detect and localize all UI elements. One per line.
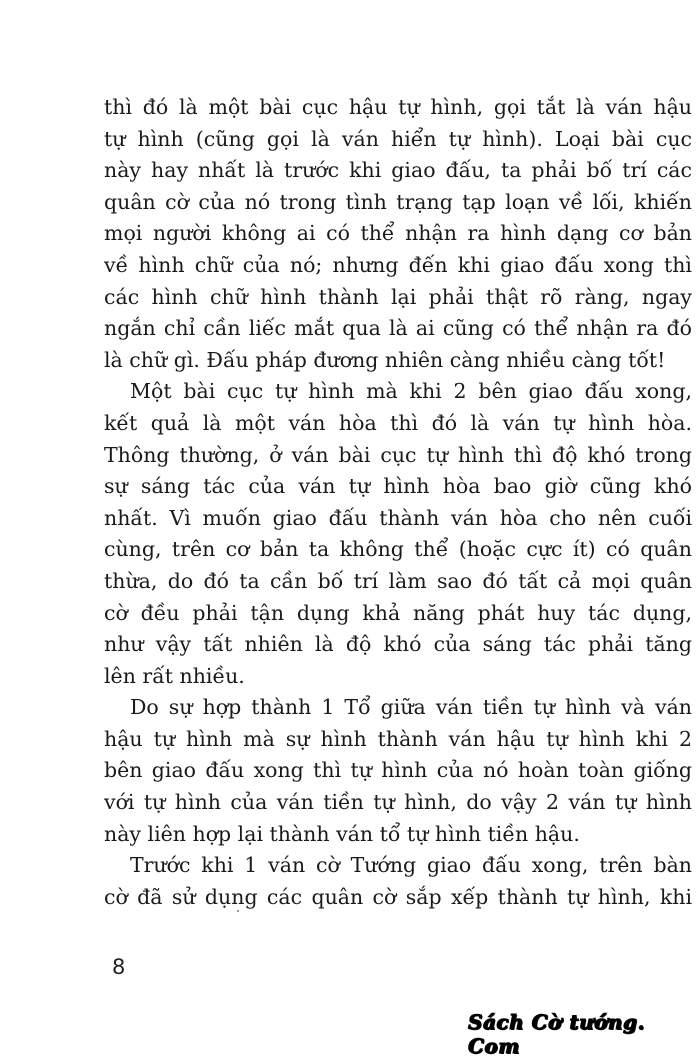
text-line: Trước khi 1 ván cờ Tướng giao đấu xong, trên bàn — [130, 853, 692, 878]
paragraph — [104, 376, 692, 692]
text-line: này hay nhất là trước khi giao đấu, ta phải bố trí các — [104, 158, 692, 183]
watermark-part-co-tuong: Cờ tướng — [531, 1010, 638, 1034]
watermark-logo — [468, 1010, 700, 1058]
text-line: như vậy tất nhiên là độ khó của sáng tác phải tăng — [104, 632, 692, 657]
text-line: bên giao đấu xong thì tự hình của nó hoàn toàn giống — [104, 758, 692, 783]
text-line: Một bài cục tự hình mà khi 2 bên giao đấu xong, — [130, 379, 692, 404]
text-line: kết quả là một ván hòa thì đó là ván tự hình hòa. — [104, 410, 692, 435]
text-line: sự sáng tác của ván tự hình hòa bao giờ cũng khó — [104, 474, 692, 499]
paragraph — [104, 92, 692, 376]
text-line: ngắn chỉ cần liếc mắt qua là ai cũng có thể nhận ra đó — [104, 316, 692, 341]
text-line: về hình chữ của nó; nhưng đến khi giao đấu xong thì — [104, 252, 692, 277]
text-line: nhất. Vì muốn giao đấu thành ván hòa cho nên cuối — [104, 505, 692, 530]
scan-speck — [237, 910, 239, 912]
paragraph — [104, 692, 692, 850]
watermark-part-com: . Com — [468, 1010, 645, 1058]
text-line: Do sự hợp thành 1 Tổ giữa ván tiền tự hình và ván — [130, 695, 692, 720]
text-line: hậu tự hình mà sự hình thành ván hậu tự hình khi 2 — [104, 726, 692, 751]
text-line: mọi người không ai có thể nhận ra hình dạng cơ bản — [104, 221, 692, 246]
text-line: thì đó là một bài cục hậu tự hình, gọi tắt là ván hậu — [104, 95, 692, 119]
text-line: với tự hình của ván tiền tự hình, do vậy 2 ván tự hình — [104, 790, 692, 815]
text-line: tự hình (cũng gọi là ván hiển tự hình). Loại bài cục — [104, 126, 692, 151]
text-line: Thông thường, ở ván bài cục tự hình thì độ khó trong — [104, 442, 692, 467]
page-number: 8 — [112, 955, 126, 979]
text-line: này liên hợp lại thành ván tổ tự hình tiền hậu. — [104, 821, 580, 846]
text-line: cùng, trên cơ bản ta không thể (hoặc cực ít) có quân — [104, 537, 692, 562]
watermark-part-sach: Sách — [468, 1010, 525, 1034]
page-body — [104, 92, 692, 913]
text-line: là chữ gì. Đấu pháp đương nhiên càng nhiều càng tốt! — [104, 347, 666, 372]
text-line: cờ đều phải tận dụng khả năng phát huy tác dụng, — [104, 600, 692, 625]
text-line: thừa, do đó ta cần bố trí làm sao đó tất cả mọi quân — [104, 568, 692, 593]
text-line: lên rất nhiều. — [104, 663, 245, 688]
text-line: các hình chữ hình thành lại phải thật rõ ràng, ngay — [104, 284, 692, 309]
text-line: cờ đã sử dụng các quân cờ sắp xếp thành tự hình, khi — [104, 884, 692, 909]
paragraph — [104, 850, 692, 913]
text-line: quân cờ của nó trong tình trạng tạp loạn về lối, khiến — [104, 189, 692, 214]
